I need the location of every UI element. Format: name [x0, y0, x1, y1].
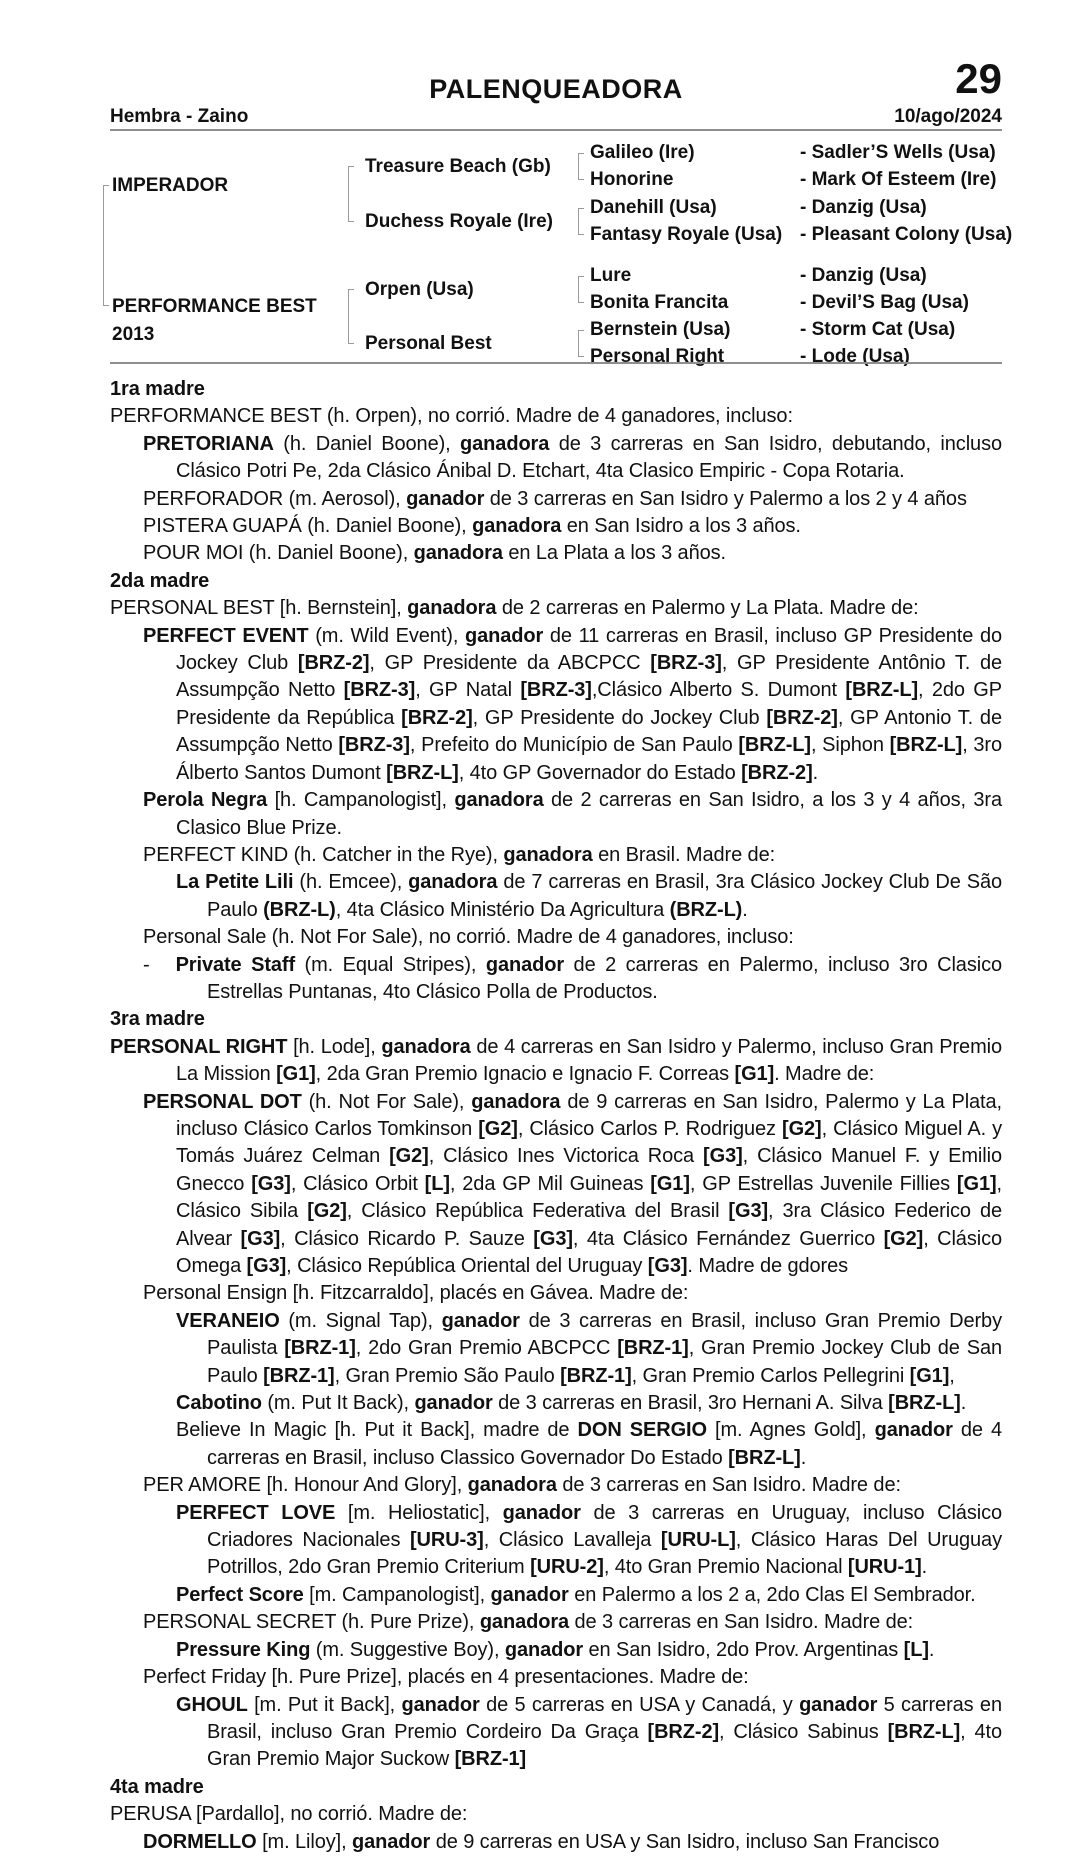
pedigree-name-gen3: Danehill (Usa) [590, 197, 717, 218]
text-run: de 3 carreras en San Isidro y Palermo a los 2 y 4 años [484, 487, 967, 510]
section-heading: 4ta madre [110, 1775, 204, 1798]
body-paragraph [110, 1609, 1002, 1636]
bold-run: Pressure King [176, 1638, 311, 1661]
body-paragraph [110, 1801, 1002, 1828]
pedigree-name-gen2: Personal Best [365, 332, 492, 354]
body-paragraph [110, 1280, 1002, 1307]
bold-run: [BRZ-L] [386, 761, 459, 784]
body-paragraph [110, 540, 1002, 567]
text-run: , Siphon [810, 734, 890, 757]
bold-run: Private Staff [175, 953, 296, 976]
bold-run: [BRZ-3] [338, 734, 410, 757]
text-run: de 9 carreras en San Isidro, Palermo y La Plata, incluso Clásico Carlos Tomkinson [176, 1090, 1002, 1140]
bold-run: [BRZ-1] [263, 1364, 335, 1387]
body-paragraph [110, 787, 1002, 842]
bold-run: [G1] [276, 1063, 316, 1086]
text-run: , GP Presidente do Jockey Club [472, 706, 767, 729]
text-run: , GP Natal [415, 679, 521, 702]
text-run: , Clásico Haras Del Uruguay Potrillos, 2do Gran Premio Criterium [207, 1529, 1002, 1579]
bold-run: [G1] [909, 1364, 950, 1387]
text-run: . [928, 1638, 935, 1661]
text-run: en Palermo a los 2 a, 2do Clas El Sembrador. [568, 1583, 976, 1606]
pedigree-dam: PERFORMANCE BEST [112, 296, 317, 317]
text-run: PERSONAL SECRET (h. Pure Prize), [143, 1611, 480, 1634]
text-run: , Clásico Orbit [290, 1172, 425, 1195]
bold-run: Cabotino [176, 1392, 262, 1415]
text-run: - [143, 953, 150, 976]
pedigree-name-gen2: Orpen (Usa) [365, 278, 474, 300]
text-run: , Gran Premio Jockey Club de San Paulo [207, 1337, 1002, 1387]
pedigree-rule [110, 362, 1002, 364]
pedigree-name-gen4: - Lode (Usa) [800, 346, 910, 367]
pedigree-bracket-gen1 [103, 185, 104, 306]
text-run: , Clásico Manuel F. y Emilio Gnecco [176, 1145, 1002, 1195]
bold-run: [G3] [246, 1255, 287, 1277]
bold-run: ganadora [407, 597, 497, 620]
body-paragraph [110, 869, 1002, 924]
body-paragraph [110, 431, 1002, 486]
bold-run: [G3] [728, 1200, 769, 1223]
pedigree-name-gen4: - Pleasant Colony (Usa) [800, 224, 1013, 245]
text-run: (m. Suggestive Boy), [310, 1638, 505, 1661]
text-run: de 4 carreras en San Isidro y Palermo, incluso Gran Premio La Mission [176, 1035, 1003, 1086]
body-paragraph [110, 1664, 1002, 1691]
bold-run: ganador [401, 1693, 480, 1716]
text-run: de 7 carreras en Brasil, 3ra Clásico Jockey Club De São Paulo [207, 871, 1002, 921]
bold-run: ganadora [408, 871, 498, 894]
bold-run: [G2] [307, 1200, 347, 1223]
text-run: , 3ra Clásico Federico de Alvear [176, 1200, 1002, 1250]
section-heading: 2da madre [110, 569, 210, 592]
body-paragraph [110, 1390, 1002, 1417]
bold-run: [BRZ-L] [889, 734, 963, 757]
text-run: , Clásico Lavalleja [483, 1529, 661, 1552]
body-paragraph [110, 1034, 1002, 1089]
text-run: PERFECT KIND (h. Catcher in the Rye), [143, 843, 504, 866]
text-run: , 3ro Álberto Santos Dumont [176, 734, 1002, 784]
text-run: [h. Campanologist], [267, 789, 455, 812]
text-run: , Clásico Ricardo P. Sauze [280, 1227, 534, 1250]
body-paragraph [110, 952, 1002, 1007]
bold-run: [BRZ-L] [728, 1446, 801, 1469]
section-heading: 3ra madre [110, 1008, 205, 1031]
bold-run: [BRZ-3] [650, 652, 722, 675]
body-paragraph [110, 1472, 1002, 1499]
body-paragraph [110, 842, 1002, 869]
pedigree-name-gen3: Galileo (Ire) [590, 142, 695, 163]
bold-run: ganadora [479, 1611, 570, 1634]
bold-run: [L] [903, 1638, 929, 1661]
bold-run: ganador [874, 1419, 953, 1442]
bold-run: (BRZ-L) [669, 898, 743, 921]
text-run: . Madre de: [774, 1063, 875, 1086]
bold-run: [BRZ-2] [401, 706, 473, 729]
bold-run: [BRZ-2] [647, 1720, 720, 1743]
text-run: , GP Presidente da ABCPCC [369, 652, 651, 675]
bold-run: [G3] [533, 1227, 573, 1250]
bold-run: ganadora [472, 515, 562, 538]
pedigree-name-gen3: Fantasy Royale (Usa) [590, 224, 783, 245]
bold-run: [BRZ-2] [741, 761, 813, 784]
body-paragraph [110, 403, 1002, 430]
bold-run: [BRZ-L] [738, 734, 811, 757]
pedigree-bracket-gen3c [578, 276, 579, 303]
bold-run: PERFECT LOVE [176, 1501, 336, 1524]
bold-run: DON SERGIO [577, 1419, 707, 1442]
text-run: . [742, 898, 748, 921]
text-run: , Clásico Ines Victorica Roca [428, 1145, 704, 1168]
bold-run: PERSONAL DOT [143, 1090, 302, 1113]
text-run: , Prefeito do Município de San Paulo [409, 734, 739, 757]
pedigree-bracket-gen3d [578, 330, 579, 357]
bold-run: [G3] [703, 1145, 743, 1168]
text-run: , Clásico Carlos P. Rodriguez [517, 1117, 783, 1140]
bold-run: [URU-2] [530, 1556, 604, 1579]
text-run: en La Plata a los 3 años. [502, 542, 726, 565]
text-run: PISTERA GUAPÁ (h. Daniel Boone), [143, 515, 473, 538]
text-run: de 3 carreras en Brasil, 3ro Hernani A. Silva [492, 1392, 889, 1415]
text-run: . [800, 1446, 807, 1469]
text-run: de 2 carreras en Palermo, incluso 3ro Clasico Estrellas Puntanas, 4to Clásico Polla de Productos. [207, 953, 1002, 1003]
body-paragraph [110, 623, 1002, 787]
text-run: , GP Antonio T. de Assumpção Netto [176, 706, 1002, 757]
pedigree-name-gen4: - Storm Cat (Usa) [800, 319, 956, 340]
pedigree-name-gen2: Treasure Beach (Gb) [365, 155, 551, 177]
text-run: [m. Put it Back], [247, 1693, 402, 1716]
bold-run: VERANEIO [176, 1309, 280, 1332]
pedigree-bracket-gen2b [348, 289, 349, 344]
bold-run: PERSONAL RIGHT [110, 1035, 288, 1058]
bold-run: ganador [504, 1638, 584, 1661]
bold-run: Perola Negra [143, 789, 268, 812]
text-run: POUR MOI (h. Daniel Boone), [143, 542, 414, 565]
bold-run: ganador [414, 1392, 493, 1415]
text-run: . [960, 1392, 967, 1415]
text-run: . Madre de gdores [687, 1255, 849, 1277]
bold-run: [BRZ-1] [617, 1337, 689, 1360]
text-run: PERUSA [Pardallo], no corrió. Madre de: [110, 1803, 468, 1826]
body-paragraph [110, 924, 1002, 951]
pedigree-name-gen3: Bernstein (Usa) [590, 319, 731, 340]
text-run: 5 carreras en Brasil, incluso Gran Premio Cordeiro Da Graça [207, 1693, 1002, 1743]
text-run: en San Isidro, 2do Prov. Argentinas [583, 1638, 904, 1661]
bold-run: ganadora [503, 843, 593, 866]
page-title: PALENQUEADORA [429, 74, 683, 104]
body-paragraph [110, 1500, 1002, 1582]
bold-run: [BRZ-1] [560, 1364, 632, 1387]
text-run: , 2do Gran Premio ABCPCC [355, 1337, 618, 1360]
bold-run: PERFECT EVENT [143, 624, 309, 647]
pedigree-name-gen4: - Sadler’S Wells (Usa) [800, 142, 996, 163]
pedigree-name-gen3: Lure [590, 265, 632, 286]
body [110, 376, 1002, 1856]
bold-run: [BRZ-L] [845, 679, 919, 702]
text-run: de 3 carreras en Brasil, incluso Gran Premio Derby Paulista [207, 1309, 1002, 1360]
bold-run: [URU-3] [409, 1529, 484, 1552]
text-run: de 2 carreras en Palermo y La Plata. Madre de: [496, 597, 919, 620]
pedigree-name-gen4: - Danzig (Usa) [800, 197, 927, 218]
pedigree-name-gen3: Bonita Francita [590, 292, 729, 313]
pedigree-name-gen4: - Mark Of Esteem (Ire) [800, 169, 997, 190]
body-paragraph [110, 1308, 1002, 1390]
bold-run: [G2] [389, 1145, 429, 1168]
text-run: en San Isidro a los 3 años. [561, 515, 801, 538]
bold-run: [G3] [251, 1172, 291, 1195]
text-run: de 11 carreras en Brasil, incluso GP Presidente do Jockey Club [176, 624, 1003, 675]
bold-run: La Petite Lili [176, 871, 294, 894]
text-run: de 3 carreras en Uruguay, incluso Clásico Criadores Nacionales [207, 1501, 1002, 1552]
header-rule [110, 129, 1002, 131]
pedigree-name-gen4: - Danzig (Usa) [800, 265, 927, 286]
text-run: Perfect Friday [h. Pure Prize], placés en 4 presentaciones. Madre de: [143, 1666, 749, 1689]
text-run: , 2do GP Presidente da República [176, 679, 1003, 729]
bold-run: ganador [352, 1830, 431, 1853]
bold-run: (BRZ-L) [263, 898, 336, 921]
text-run: PERSONAL BEST [h. Bernstein], [110, 597, 408, 620]
text-run: , 4to Gran Premio Nacional [603, 1556, 848, 1579]
pedigree-bracket-gen3b [578, 208, 579, 235]
text-run: , 4ta Clásico Ministério Da Agricultura [335, 898, 670, 921]
text-run: (m. Signal Tap), [279, 1309, 442, 1332]
bold-run: [URU-1] [847, 1556, 922, 1579]
text-run: de 3 carreras en San Isidro. Madre de: [569, 1611, 914, 1634]
text-run: [m. Heliostatic], [335, 1501, 503, 1524]
bold-run: [BRZ-2] [766, 706, 838, 729]
bold-run: [L] [424, 1172, 450, 1195]
text-run: de 3 carreras en San Isidro. Madre de: [556, 1474, 901, 1497]
text-run: de 2 carreras en San Isidro, a los 3 y 4 años, 3ra Clasico Blue Prize. [176, 789, 1003, 839]
bold-run: ganador [465, 624, 544, 647]
body-paragraph [110, 1692, 1002, 1774]
pedigree-name-gen2: Duchess Royale (Ire) [365, 210, 553, 232]
page-number: 29 [955, 55, 1002, 102]
bold-run: GHOUL [176, 1693, 248, 1716]
text-run: Personal Ensign [h. Fitzcarraldo], placés en Gávea. Madre de: [143, 1282, 689, 1305]
bold-run: Perfect Score [176, 1583, 304, 1606]
bold-run: [G1] [650, 1172, 690, 1195]
bold-run: PRETORIANA [143, 432, 274, 455]
text-run: [m. Liloy], [256, 1830, 353, 1853]
bold-run: [BRZ-L] [888, 1392, 961, 1415]
bold-run: [URU-L] [660, 1529, 736, 1552]
pedigree-bracket-gen3a [578, 153, 579, 180]
text-run: , 4to Gran Premio Major Suckow [207, 1720, 1002, 1771]
text-run: , 4to GP Governador do Estado [458, 761, 742, 784]
bold-run: [BRZ-3] [520, 679, 592, 702]
text-run: , Clásico Miguel A. y Tomás Juárez Celman [176, 1117, 1002, 1168]
bold-run: ganador [502, 1501, 581, 1524]
bold-run: ganadora [467, 1474, 557, 1497]
pedigree-table [110, 135, 1013, 367]
sale-date: 10/ago/2024 [894, 106, 1002, 127]
text-run: (m. Equal Stripes), [295, 953, 486, 976]
body-paragraph [110, 486, 1002, 513]
text-run: (h. Emcee), [293, 871, 409, 894]
text-run: [m. Agnes Gold], [706, 1419, 875, 1442]
body-paragraph [110, 1582, 1002, 1609]
bold-run: [G1] [956, 1172, 997, 1195]
text-run: [m. Campanologist], [303, 1583, 491, 1606]
text-run: , Clásico Omega [176, 1227, 1003, 1277]
text-run: , Clásico República Oriental del Uruguay [286, 1255, 648, 1277]
bold-run: ganador [799, 1693, 878, 1716]
text-run: . [812, 761, 819, 784]
bold-run: ganadora [381, 1035, 471, 1058]
bold-run: [G1] [734, 1063, 775, 1086]
bold-run: ganadora [454, 789, 544, 812]
body-paragraph [110, 1089, 1002, 1281]
pedigree-bracket-gen2a [348, 166, 349, 222]
text-run: PER AMORE [h. Honour And Glory], [143, 1474, 468, 1497]
text-run: , [949, 1364, 955, 1387]
bold-run: [BRZ-2] [297, 652, 370, 675]
text-run: . [921, 1556, 928, 1579]
text-run: Believe In Magic [h. Put it Back], madre de [176, 1419, 578, 1442]
pedigree-name-gen3: Personal Right [590, 346, 725, 367]
body-paragraph [110, 595, 1002, 622]
bold-run: ganador [441, 1309, 520, 1332]
text-run: en Brasil. Madre de: [592, 843, 776, 866]
body-paragraph [110, 1417, 1002, 1472]
pedigree-sire: IMPERADOR [112, 175, 229, 196]
page-content [110, 0, 1013, 1853]
text-run: (h. Not For Sale), [301, 1090, 472, 1113]
text-run: de 4 carreras en Brasil, incluso Classico Governador Do Estado [207, 1419, 1002, 1469]
bold-run: [BRZ-3] [343, 679, 416, 702]
text-run: , Gran Premio São Paulo [334, 1364, 561, 1387]
text-run: , GP Presidente Antônio T. de Assumpção Netto [176, 652, 1003, 702]
bold-run: ganadora [460, 432, 550, 455]
bold-run: [BRZ-1] [284, 1337, 356, 1360]
bold-run: ganadora [471, 1090, 561, 1113]
text-run: (m. Put It Back), [261, 1392, 415, 1415]
body-paragraph [110, 513, 1002, 540]
text-run: (h. Daniel Boone), [273, 432, 461, 455]
bold-run: [BRZ-L] [887, 1720, 961, 1743]
text-run: PERFORADOR (m. Aerosol), [143, 487, 407, 510]
bold-run: [G2] [478, 1117, 518, 1140]
bold-run: [G3] [647, 1255, 688, 1277]
pedigree-dam-year: 2013 [112, 324, 155, 345]
text-run: (m. Wild Event), [308, 624, 465, 647]
bold-run: ganadora [413, 542, 503, 565]
text-run: de 9 carreras en USA y San Isidro, incluso San Francisco [430, 1830, 940, 1853]
bold-run: [G2] [883, 1227, 924, 1250]
pedigree-name-gen3: Honorine [590, 169, 674, 190]
bold-run: DORMELLO [143, 1830, 257, 1853]
bold-run: ganador [490, 1583, 569, 1606]
text-run: , Gran Premio Carlos Pellegrini [631, 1364, 910, 1387]
text-run: Personal Sale (h. Not For Sale), no corrió. Madre de 4 ganadores, incluso: [143, 926, 794, 949]
body-paragraph [110, 1829, 1002, 1856]
text-run: de 5 carreras en USA y Canadá, y [479, 1693, 800, 1716]
bold-run: [G2] [782, 1117, 822, 1140]
sex-coat-label: Hembra - Zaino [110, 106, 249, 127]
text-run: [h. Lode], [287, 1035, 382, 1058]
text-run: , Clásico Sabinus [719, 1720, 888, 1743]
pedigree-name-gen4: - Devil’S Bag (Usa) [800, 292, 969, 313]
bold-run: [G3] [240, 1227, 281, 1250]
text-run: PERFORMANCE BEST (h. Orpen), no corrió. Madre de 4 ganadores, incluso: [110, 405, 793, 428]
text-run: , 2da Gran Premio Ignacio e Ignacio F. Correas [315, 1063, 735, 1086]
text-run: ,Clásico Alberto S. Dumont [591, 679, 846, 702]
text-run: , 2da GP Mil Guineas [449, 1172, 651, 1195]
bold-run: [BRZ-1] [454, 1748, 527, 1771]
bold-run: ganador [485, 953, 565, 976]
text-run: , GP Estrellas Juvenile Fillies [689, 1172, 957, 1195]
section-heading: 1ra madre [110, 378, 205, 400]
text-run: , 4ta Clásico Fernández Guerrico [572, 1227, 884, 1250]
bold-run: ganador [406, 487, 485, 510]
text-run: , Clásico República Federativa del Brasil [346, 1200, 729, 1223]
text-run: de 3 carreras en San Isidro, debutando, incluso Clásico Potri Pe, 2da Clásico Ánibal D. Etchart, 4ta Clasico Empiric - Copa Rotaria. [176, 432, 1002, 483]
body-paragraph [110, 1637, 1002, 1664]
text-run: , Clásico Sibila [176, 1172, 1002, 1223]
